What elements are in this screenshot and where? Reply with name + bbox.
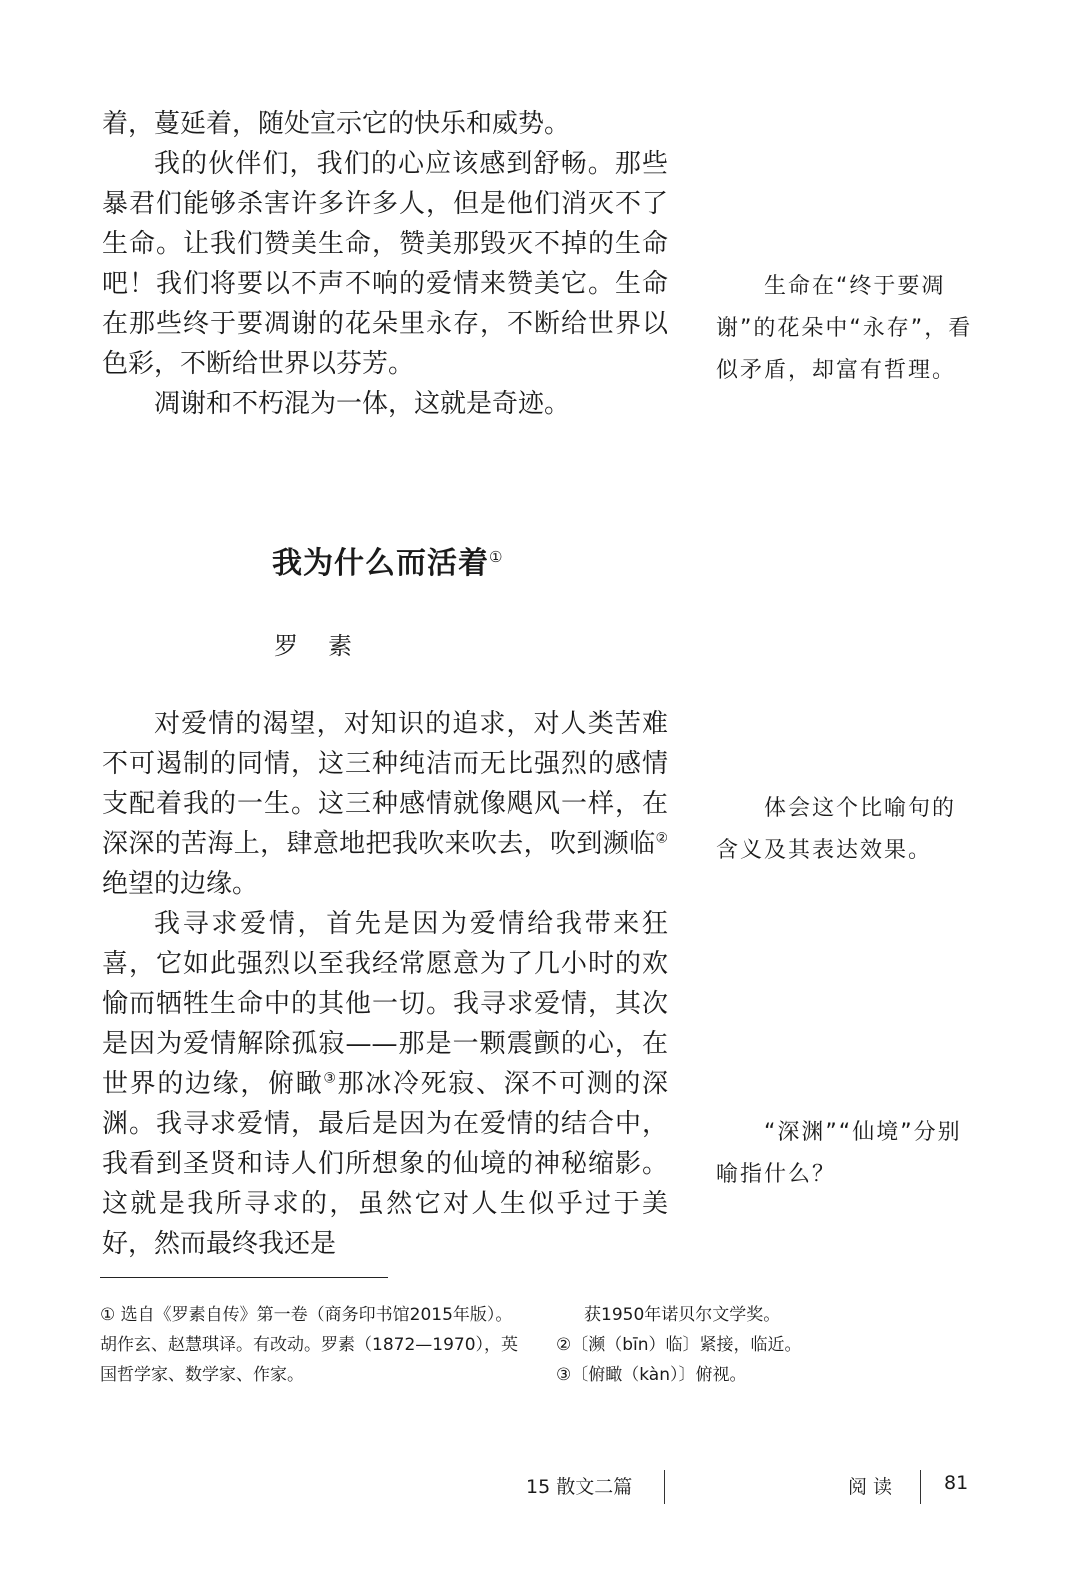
footnote-3: ③〔俯瞰（kàn）〕俯视。 xyxy=(556,1365,747,1385)
p1-text-b: 绝望的边缘。 xyxy=(102,869,259,899)
paragraph-continued: 着，蔓延着，随处宣示它的快乐和威势。 xyxy=(102,109,571,139)
section1-text xyxy=(102,104,668,424)
page-number: 81 xyxy=(944,1472,969,1494)
footer-lesson: 15 散文二篇 xyxy=(526,1476,633,1498)
footer-section: 阅 读 xyxy=(848,1476,893,1498)
side-note-metaphor: 体会这个比喻句的含义及其表达效果。 xyxy=(716,796,957,863)
side-note-abyss-fairyland: “深渊”“仙境”分别喻指什么？ xyxy=(716,1120,962,1187)
footnote-2: ②〔濒（bīn）临〕紧接，临近。 xyxy=(556,1335,802,1355)
footnote-1-continued: 获1950年诺贝尔文学奖。 xyxy=(584,1305,781,1325)
title-footnote-ref: ① xyxy=(489,548,504,566)
p2-text-a: 我寻求爱情，首先是因为爱情给我带来狂喜，它如此强烈以至我经常愿意为了几小时的欢愉而牺牲生命中的其他一切。我寻求爱情，其次是因为爱情解除孤寂——那是一颗震颤的心，在世界的边缘，俯瞰 xyxy=(102,909,668,1099)
article-title-text: 我为什么而活着 xyxy=(272,546,489,581)
paragraph-three-passions xyxy=(102,704,668,904)
paragraph-companions: 我的伙伴们，我们的心应该感到舒畅。那些暴君们能够杀害许多许多人，但是他们消灭不了生命。让我们赞美生命，赞美那毁灭不掉的生命吧！我们将要以不声不响的爱情来赞美它。生命在那些终于要凋谢的花朵里永存，不断给世界以色彩，不断给世界以芬芳。 xyxy=(102,149,668,379)
p2-text-b: 那冰冷死寂、深不可测的深渊。我寻求爱情，最后是因为在爱情的结合中，我看到圣贤和诗人们所想象的仙境的神秘缩影。这就是我所寻求的，虽然它对人生似乎过于美好，然而最终我还是 xyxy=(102,1069,668,1259)
paragraph-miracle: 凋谢和不朽混为一体，这就是奇迹。 xyxy=(154,389,571,419)
footnote-ref-2: ② xyxy=(655,830,668,847)
footer-divider-left xyxy=(664,1470,665,1504)
article-body xyxy=(102,704,668,1264)
side-note-philosophy: 生命在“终于要凋谢”的花朵中“永存”，看似矛盾，却富有哲理。 xyxy=(716,274,973,383)
article-title xyxy=(272,538,503,582)
footnote-ref-3: ③ xyxy=(323,1070,338,1087)
footnote-1: ① 选自《罗素自传》第一卷（商务印书馆2015年版）。胡作玄、赵慧琪译。有改动。罗素（1872—1970），英国哲学家、数学家、作家。 xyxy=(100,1305,519,1385)
paragraph-seeking-love xyxy=(102,904,668,1264)
footnotes-left xyxy=(100,1300,520,1390)
footnote-divider xyxy=(100,1277,388,1278)
p1-text-a: 对爱情的渴望，对知识的追求，对人类苦难不可遏制的同情，这三种纯洁而无比强烈的感情支配着我的一生。这三种感情就像飓风一样，在深深的苦海上，肆意地把我吹来吹去，吹到濒临 xyxy=(102,709,668,859)
footer-divider-right xyxy=(920,1470,921,1504)
footnotes-right xyxy=(556,1300,936,1390)
article-author: 罗素 xyxy=(274,632,382,660)
